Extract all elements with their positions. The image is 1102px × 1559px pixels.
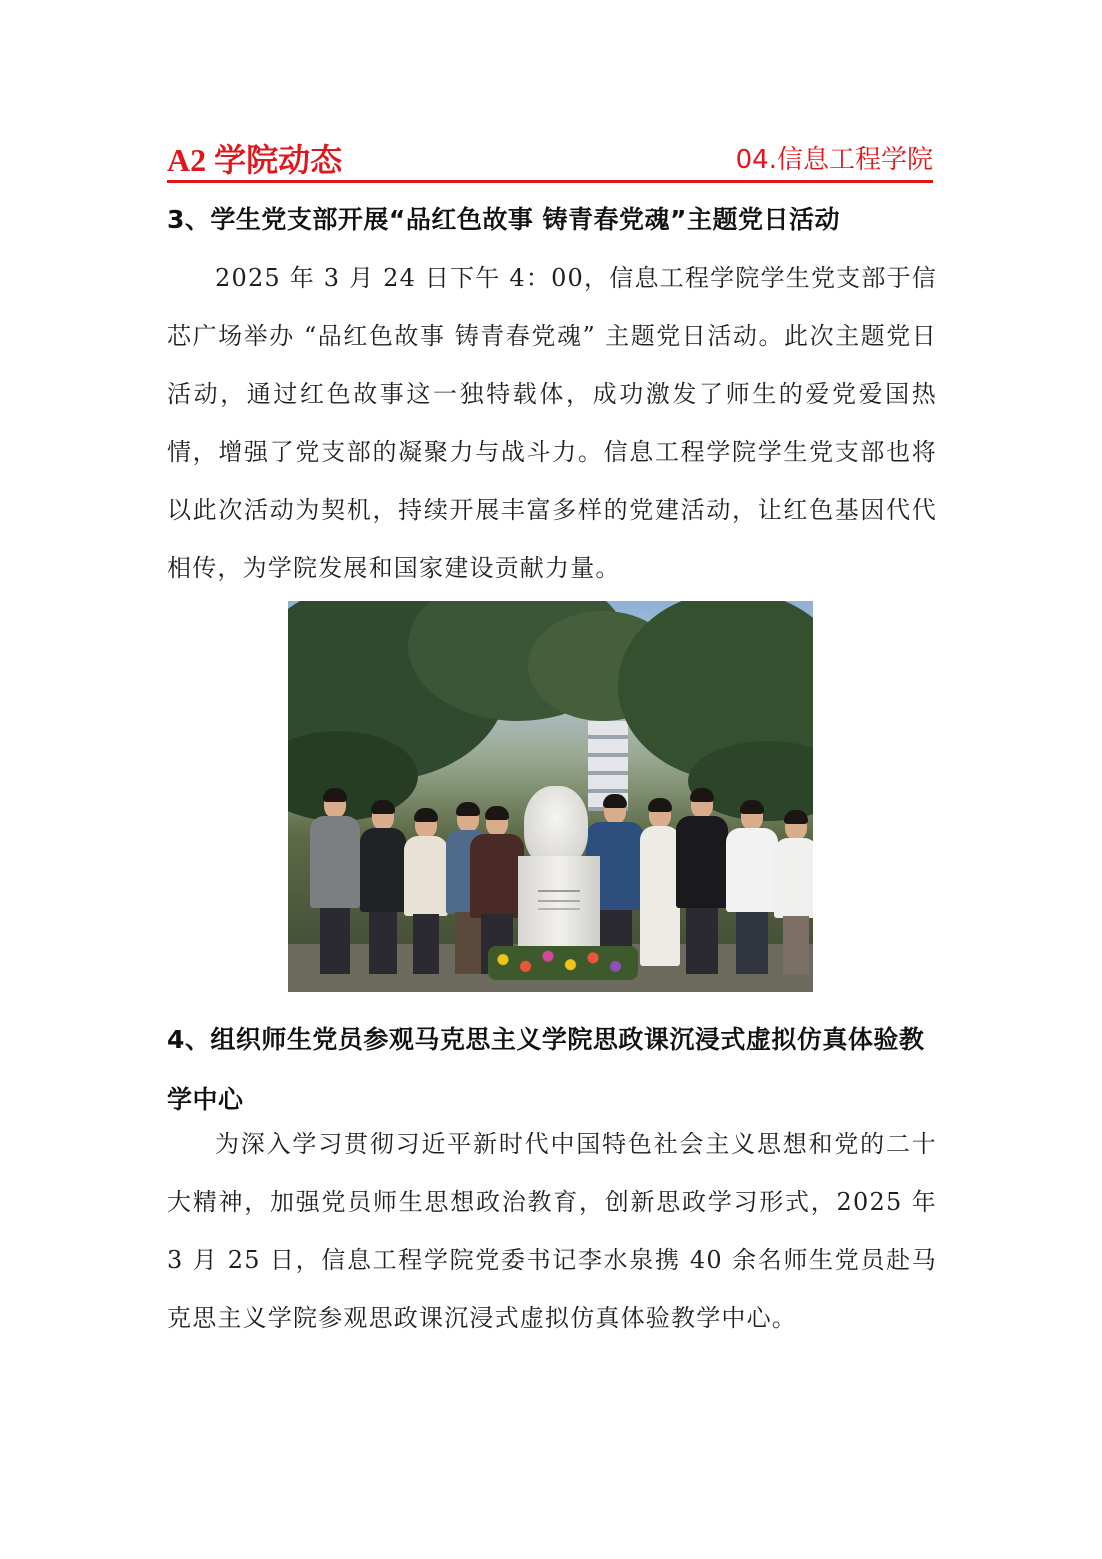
statue-bust: [524, 786, 588, 866]
page-header: [167, 140, 933, 183]
section-title: A2 学院动态: [167, 142, 343, 178]
person: [726, 796, 778, 974]
article3-body: [167, 249, 937, 597]
page-label: 04.信息工程学院: [735, 145, 933, 175]
person: [310, 784, 360, 974]
person: [774, 806, 813, 974]
flower-bed: [488, 946, 638, 980]
article3-title: 3、学生党支部开展“品红色故事 铸青春党魂”主题党日活动: [167, 205, 840, 234]
article4-title: 4、组织师生党员参观马克思主义学院思政课沉浸式虚拟仿真体验教学中心: [167, 1025, 925, 1114]
article4-body: [167, 1115, 937, 1347]
person: [404, 804, 448, 974]
person: [676, 784, 728, 974]
article3-paragraph: 2025 年 3 月 24 日下午 4：00，信息工程学院学生党支部于信芯广场举办 “品红色故事 铸青春党魂” 主题党日活动。此次主题党日活动，通过红色故事这一独特载体，成功激发了师生的爱党爱国热情，增强了党支部的凝聚力与战斗力。信息工程学院学生党支部也将以此次活动为契机，持续开展丰富多样的党建活动，让红色基因代代相传，为学院发展和国家建设贡献力量。: [167, 264, 937, 582]
group-photo-image: [288, 601, 813, 992]
person: [640, 794, 680, 974]
person: [360, 796, 406, 974]
article4-paragraph: 为深入学习贯彻习近平新时代中国特色社会主义思想和党的二十大精神，加强党员师生思想政治教育，创新思政学习形式，2025 年 3 月 25 日，信息工程学院党委书记李水泉携 40 余名师生党员赴马克思主义学院参观思政课沉浸式虚拟仿真体验教学中心。: [167, 1130, 937, 1332]
